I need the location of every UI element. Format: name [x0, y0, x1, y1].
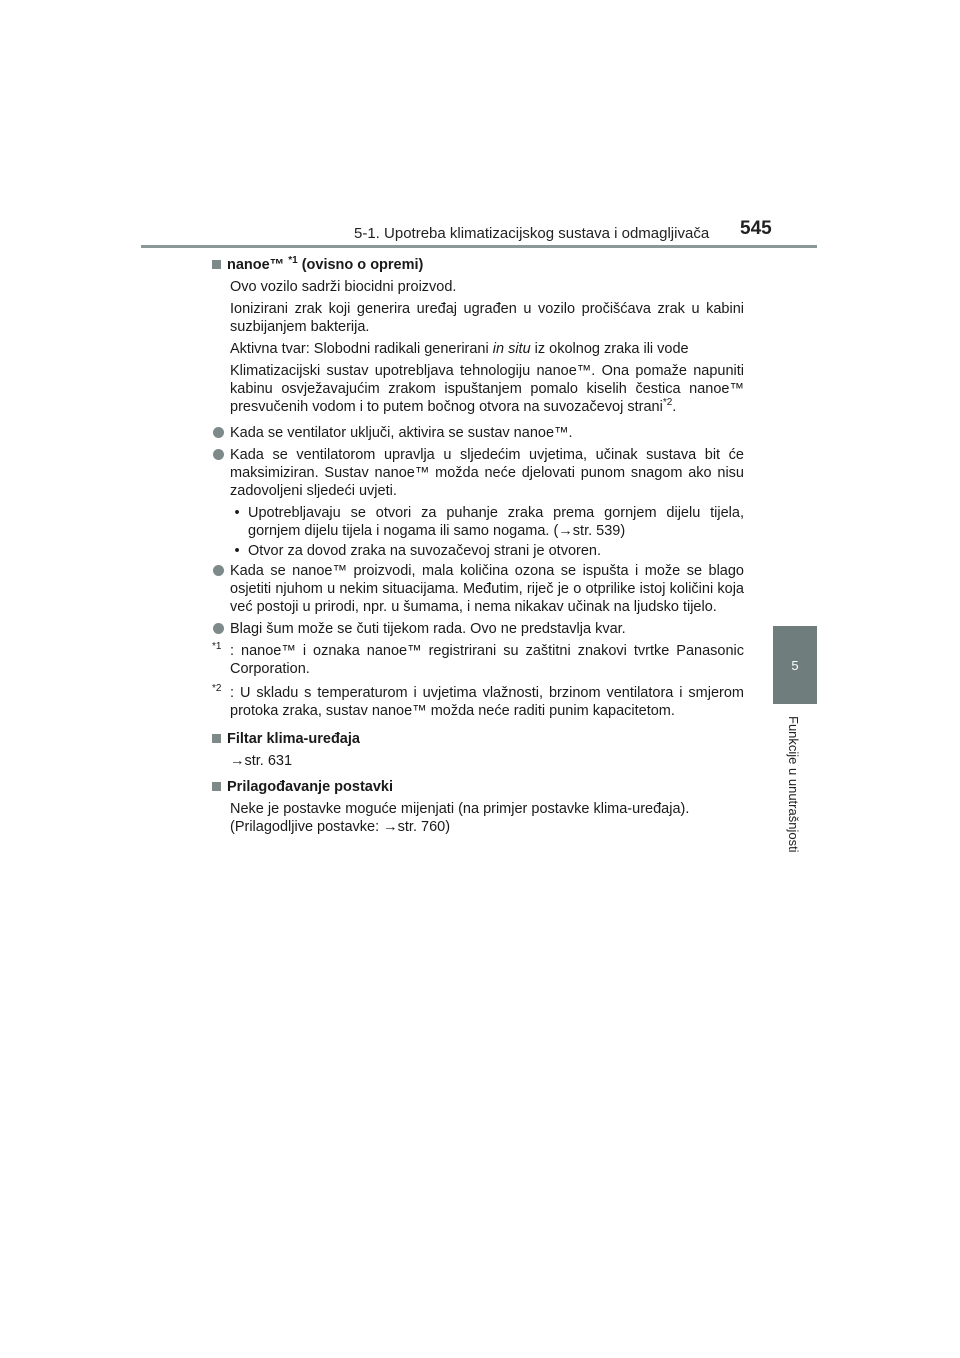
arrow-right-icon: → — [558, 523, 573, 539]
text: (Prilagodljive postavke: — [230, 819, 384, 835]
heading-text: Filtar klima-uređaja — [227, 731, 360, 747]
list-item-text: Kada se ventilator uključi, aktivira se sustav nanoe™. — [230, 425, 573, 441]
text: Upotrebljavaju se otvori za puhanje zraka prema gornjem dijelu tijela, gornjem dijelu tijela i nogama ili samo nogama. ( — [248, 505, 744, 539]
footnote — [212, 642, 744, 678]
section-heading-nanoe — [212, 256, 744, 274]
list-item — [212, 562, 744, 616]
paragraph — [230, 340, 744, 358]
square-bullet-icon — [212, 734, 221, 743]
list-item — [212, 446, 744, 500]
footnote-text: : nanoe™ i oznaka nanoe™ registrirani su zaštitni znakovi tvrtke Panasonic Corporation. — [230, 643, 744, 677]
main-content — [212, 256, 744, 840]
text: Klimatizacijski sustav upotrebljava tehnologiju nanoe™. Ona pomaže napuniti kabinu osvježavajućim zrakom ispuštanjem pomalo kiselih čestica nanoe™ presvučenih vodom i to putem bočnog otvora na suvozačevoj strani — [230, 363, 744, 415]
small-bullet-icon: • — [234, 505, 240, 521]
paragraph: Ovo vozilo sadrži biocidni proizvod. — [230, 279, 457, 295]
heading-text: nanoe™ — [227, 257, 289, 273]
page-reference — [230, 752, 744, 770]
text: . — [672, 399, 677, 415]
sub-list-item — [230, 504, 744, 540]
list-item-text: Blagi šum može se čuti tijekom rada. Ovo ne predstavlja kvar. — [230, 621, 626, 637]
page-number: 545 — [740, 218, 772, 239]
page-reference: str. 760) — [397, 819, 451, 835]
paragraph — [230, 818, 744, 836]
round-bullet-icon — [213, 565, 224, 576]
chapter-label: Funkcije u unutrašnjosti — [786, 716, 801, 853]
chapter-number: 5 — [791, 657, 799, 673]
section-heading-filter — [212, 730, 744, 748]
footnote-mark: *2 — [212, 683, 222, 695]
footnote-ref: *2 — [662, 397, 673, 409]
small-bullet-icon: • — [234, 543, 240, 559]
footnote-ref: *1 — [288, 255, 298, 267]
text: iz okolnog zraka ili vode — [530, 341, 689, 357]
list-item-text: Kada se ventilatorom upravlja u sljedećim uvjetima, učinak sustava bit će maksimiziran. Sustav nanoe™ možda neće djelovati punom snagom ako nisu zadovoljeni sljedeći uvjeti. — [230, 447, 744, 499]
header-divider — [141, 245, 817, 248]
footnote-text: : U skladu s temperaturom i uvjetima vlažnosti, brzinom ventilatora i smjerom protoka zraka, sustav nanoe™ možda neće raditi punim kapacitetom. — [230, 685, 744, 719]
heading-text: Prilagođavanje postavki — [227, 779, 394, 795]
list-item — [212, 620, 744, 638]
italic-text: in situ — [492, 341, 531, 357]
list-item-text: Kada se nanoe™ proizvodi, mala količina ozona se ispušta i može se blago osjetiti njuhom u nekim situacijama. Međutim, riječ je o otprilike istoj količini koja već postoji u prirodi, npr. u šumama, i nema nikakav učinak na ljudsko tijelo. — [230, 563, 744, 615]
footnote-mark: *1 — [212, 641, 222, 653]
section-heading-custom — [212, 778, 744, 796]
round-bullet-icon — [213, 623, 224, 634]
chapter-tab — [773, 626, 817, 704]
arrow-right-icon: → — [230, 753, 245, 769]
reference-text: str. 631 — [244, 753, 293, 769]
running-header: 5-1. Upotreba klimatizacijskog sustava i odmagljivača — [354, 225, 710, 242]
arrow-right-icon: → — [383, 819, 398, 835]
paragraph — [230, 362, 744, 416]
page-reference: str. 539) — [572, 523, 626, 539]
round-bullet-icon — [213, 449, 224, 460]
paragraph: Neke je postavke moguće mijenjati (na primjer postavke klima-uređaja). — [230, 801, 690, 817]
round-bullet-icon — [213, 427, 224, 438]
sub-list-item — [230, 542, 744, 560]
text: Otvor za dovod zraka na suvozačevoj strani je otvoren. — [248, 543, 602, 559]
heading-text-rest: (ovisno o opremi) — [297, 257, 424, 273]
paragraph: Ionizirani zrak koji generira uređaj ugrađen u vozilo pročišćava zrak u kabini suzbijanjem bakterija. — [230, 301, 744, 335]
footnote — [212, 684, 744, 720]
square-bullet-icon — [212, 260, 221, 269]
list-item — [212, 424, 744, 442]
text: Aktivna tvar: Slobodni radikali generirani — [230, 341, 493, 357]
square-bullet-icon — [212, 782, 221, 791]
